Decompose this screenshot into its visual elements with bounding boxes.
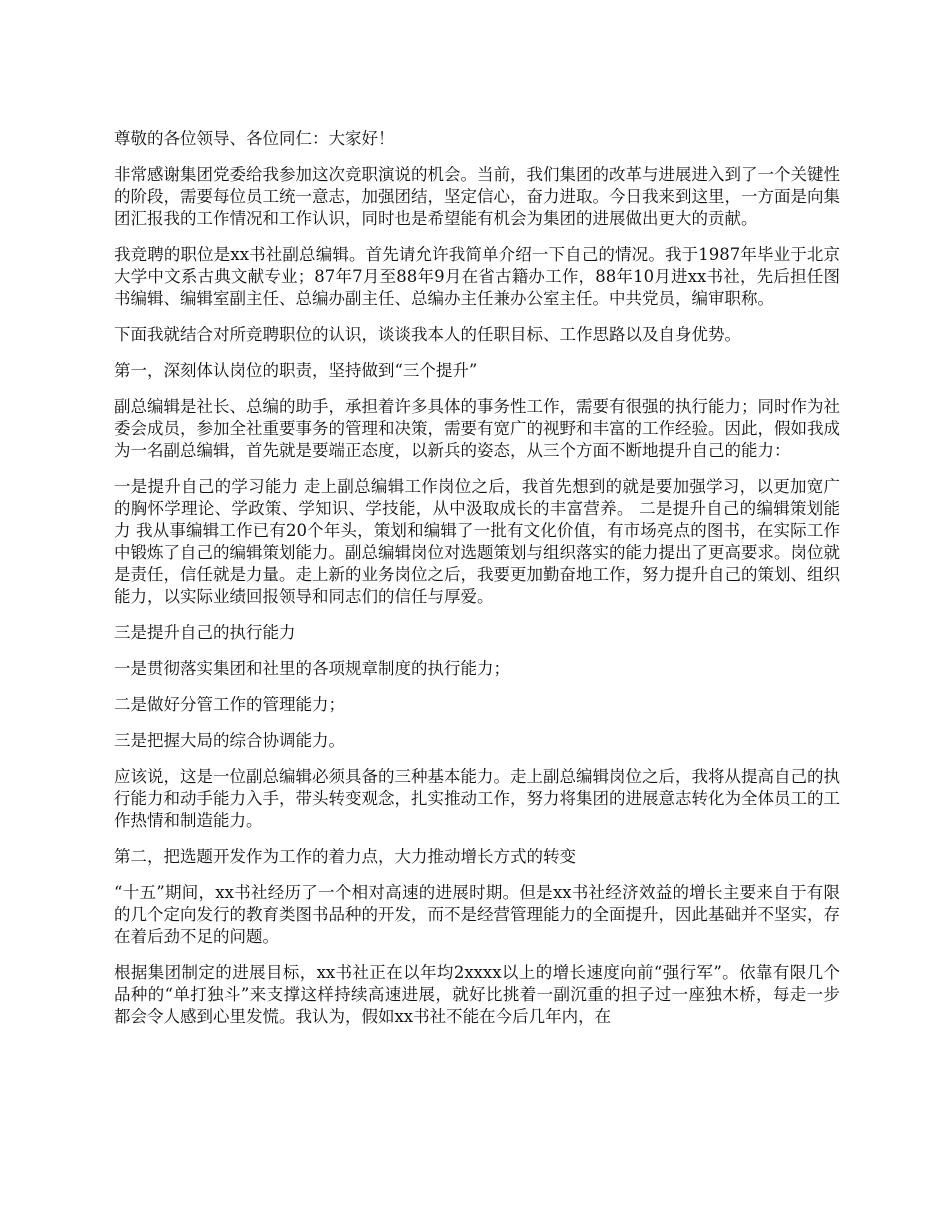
paragraph-role-duties: 副总编辑是社长、总编的助手，承担着许多具体的事务性工作，需要有很强的执行能力；同时作为社委会成员，参加全社重要事务的管理和决策，需要有宽广的视野和丰富的工作经验。因此，假如我成为一名副总编辑，首先就是要端正态度，以新兵的姿态，从三个方面不断地提升自己的能力：: [114, 397, 840, 460]
paragraph-intro: 非常感谢集团党委给我参加这次竞职演说的机会。当前，我们集团的改革与进展进入到了一个关键性的阶段，需要每位员工统一意志，加强团结，坚定信心，奋力进取。今日我来到这里，一方面是向集团汇报我的工作情况和工作认识，同时也是希望能有机会为集团的进展做出更大的贡献。: [114, 165, 840, 228]
paragraph-basic-abilities: 应该说，这是一位副总编辑必须具备的三种基本能力。走上副总编辑岗位之后，我将从提高自己的执行能力和动手能力入手，带头转变观念，扎实推动工作，努力将集团的进展意志转化为全体员工的工作热情和制造能力。: [114, 767, 840, 830]
section-heading-second: 第二，把选题开发作为工作的着力点，大力推动增长方式的转变: [114, 847, 576, 866]
paragraph-abilities: 一是提升自己的学习能力 走上副总编辑工作岗位之后，我首先想到的就是要加强学习，以更加宽广的胸怀学理论、学政策、学知识、学技能，从中汲取成长的丰富营养。 二是提升自己的编辑策划能力 我从事编辑工作已有20个年头，策划和编辑了一批有文化价值，有市场亮点的图书，在实际工作中锻炼了自己的编辑策划能力。副总编辑岗位对选题策划与组织落实的能力提出了更高要求。岗位就是责任，信任就是力量。走上新的业务岗位之后，我要更加勤奋地工作，努力提升自己的策划、组织能力，以实际业绩回报领导和同志们的信任与厚爱。: [114, 477, 840, 606]
paragraph-background: 我竞聘的职位是xx书社副总编辑。首先请允许我简单介绍一下自己的情况。我于1987年毕业于北京大学中文系古典文献专业；87年7月至88年9月在省古籍办工作，88年10月进xx书社，先后担任图书编辑、编辑室副主任、总编办副主任、总编办主任兼办公室主任。中共党员，编审职称。: [114, 245, 840, 308]
section-heading-first: 第一，深刻体认岗位的职责，坚持做到“三个提升”: [114, 361, 478, 380]
list-item-execution-3: 三是把握大局的综合协调能力。: [114, 731, 345, 750]
paragraph-growth-target: 根据集团制定的进展目标，xx书社正在以年均2xxxx以上的增长速度向前“强行军”。依靠有限几个品种的“单打独斗”来支撑这样持续高速进展，就好比挑着一副沉重的担子过一座独木桥，每走一步都会令人感到心里发慌。我认为，假如xx书社不能在今后几年内，在: [114, 963, 840, 1026]
greeting: 尊敬的各位领导、各位同仁：大家好！: [114, 129, 395, 148]
paragraph-outline: 下面我就结合对所竞聘职位的认识，谈谈我本人的任职目标、工作思路以及自身优势。: [114, 325, 741, 344]
list-item-execution-2: 二是做好分管工作的管理能力；: [114, 695, 345, 714]
list-item-execution-1: 一是贯彻落实集团和社里的各项规章制度的执行能力；: [114, 659, 510, 678]
subheading-execution: 三是提升自己的执行能力: [114, 623, 296, 642]
paragraph-five-year-plan: “十五”期间，xx书社经历了一个相对高速的进展时期。但是xx书社经济效益的增长主要来自于有限的几个定向发行的教育类图书品种的开发，而不是经营管理能力的全面提升，因此基础并不坚实，存在着后劲不足的问题。: [114, 883, 840, 946]
